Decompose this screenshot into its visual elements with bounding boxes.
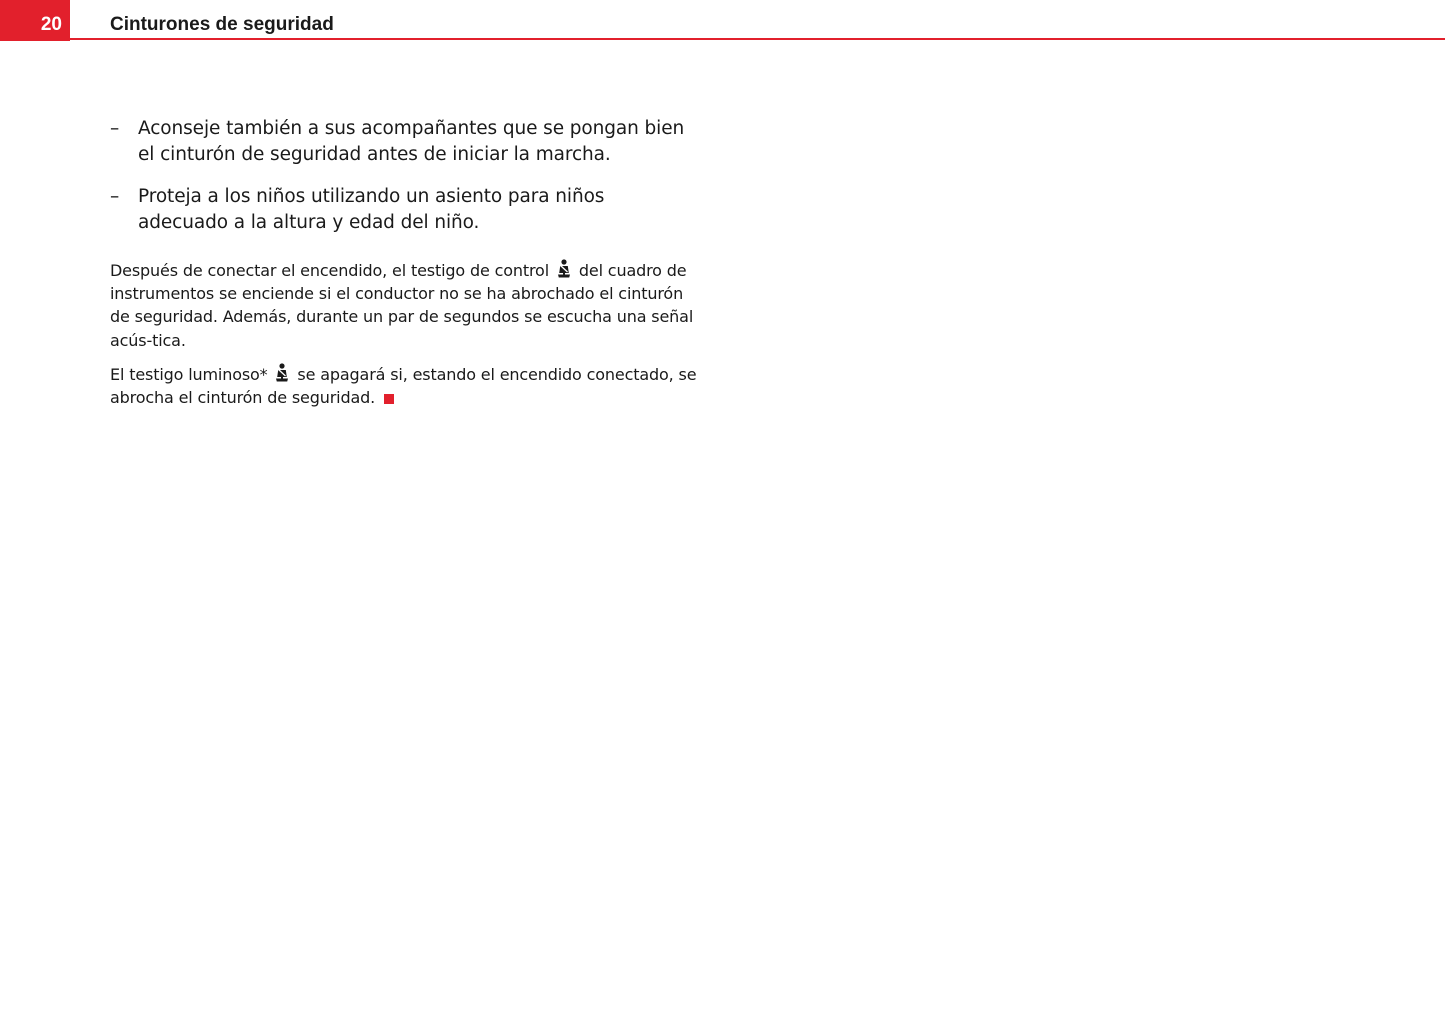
paragraph-text-start: El testigo luminoso* xyxy=(110,364,268,384)
list-item xyxy=(110,184,700,235)
paragraph-text-end: del cuadro de instrumentos se enciende si el conductor no se ha abrochado el cinturón de seguridad. Además, durante un par de segundos se escucha una señal acús-tica. xyxy=(110,261,694,350)
page-content xyxy=(110,116,700,420)
warning-light-paragraph xyxy=(110,259,700,352)
seatbelt-warning-icon xyxy=(274,363,290,383)
section-title: Cinturones de seguridad xyxy=(110,14,334,35)
seatbelt-warning-icon xyxy=(556,259,572,279)
bullet-dash: – xyxy=(110,186,120,207)
list-item xyxy=(110,116,700,167)
paragraph-text-end: se apagará si, estando el encendido conectado, se abrocha el cinturón de seguridad. xyxy=(110,364,697,408)
page-number-box xyxy=(0,0,70,41)
end-mark-icon xyxy=(384,394,394,404)
header-rule xyxy=(70,38,1445,40)
page-header xyxy=(0,0,1445,41)
bullet-text: Aconseje también a sus acompañantes que se pongan bien el cinturón de seguridad antes de iniciar la marcha. xyxy=(138,118,685,165)
bullet-text: Proteja a los niños utilizando un asiento para niños adecuado a la altura y edad del niño. xyxy=(138,186,605,233)
page-number: 20 xyxy=(40,14,62,35)
warning-light-off-paragraph xyxy=(110,363,700,409)
bullet-dash: – xyxy=(110,118,120,139)
instruction-list xyxy=(110,116,700,235)
paragraph-text-start: Después de conectar el encendido, el testigo de control xyxy=(110,261,549,280)
